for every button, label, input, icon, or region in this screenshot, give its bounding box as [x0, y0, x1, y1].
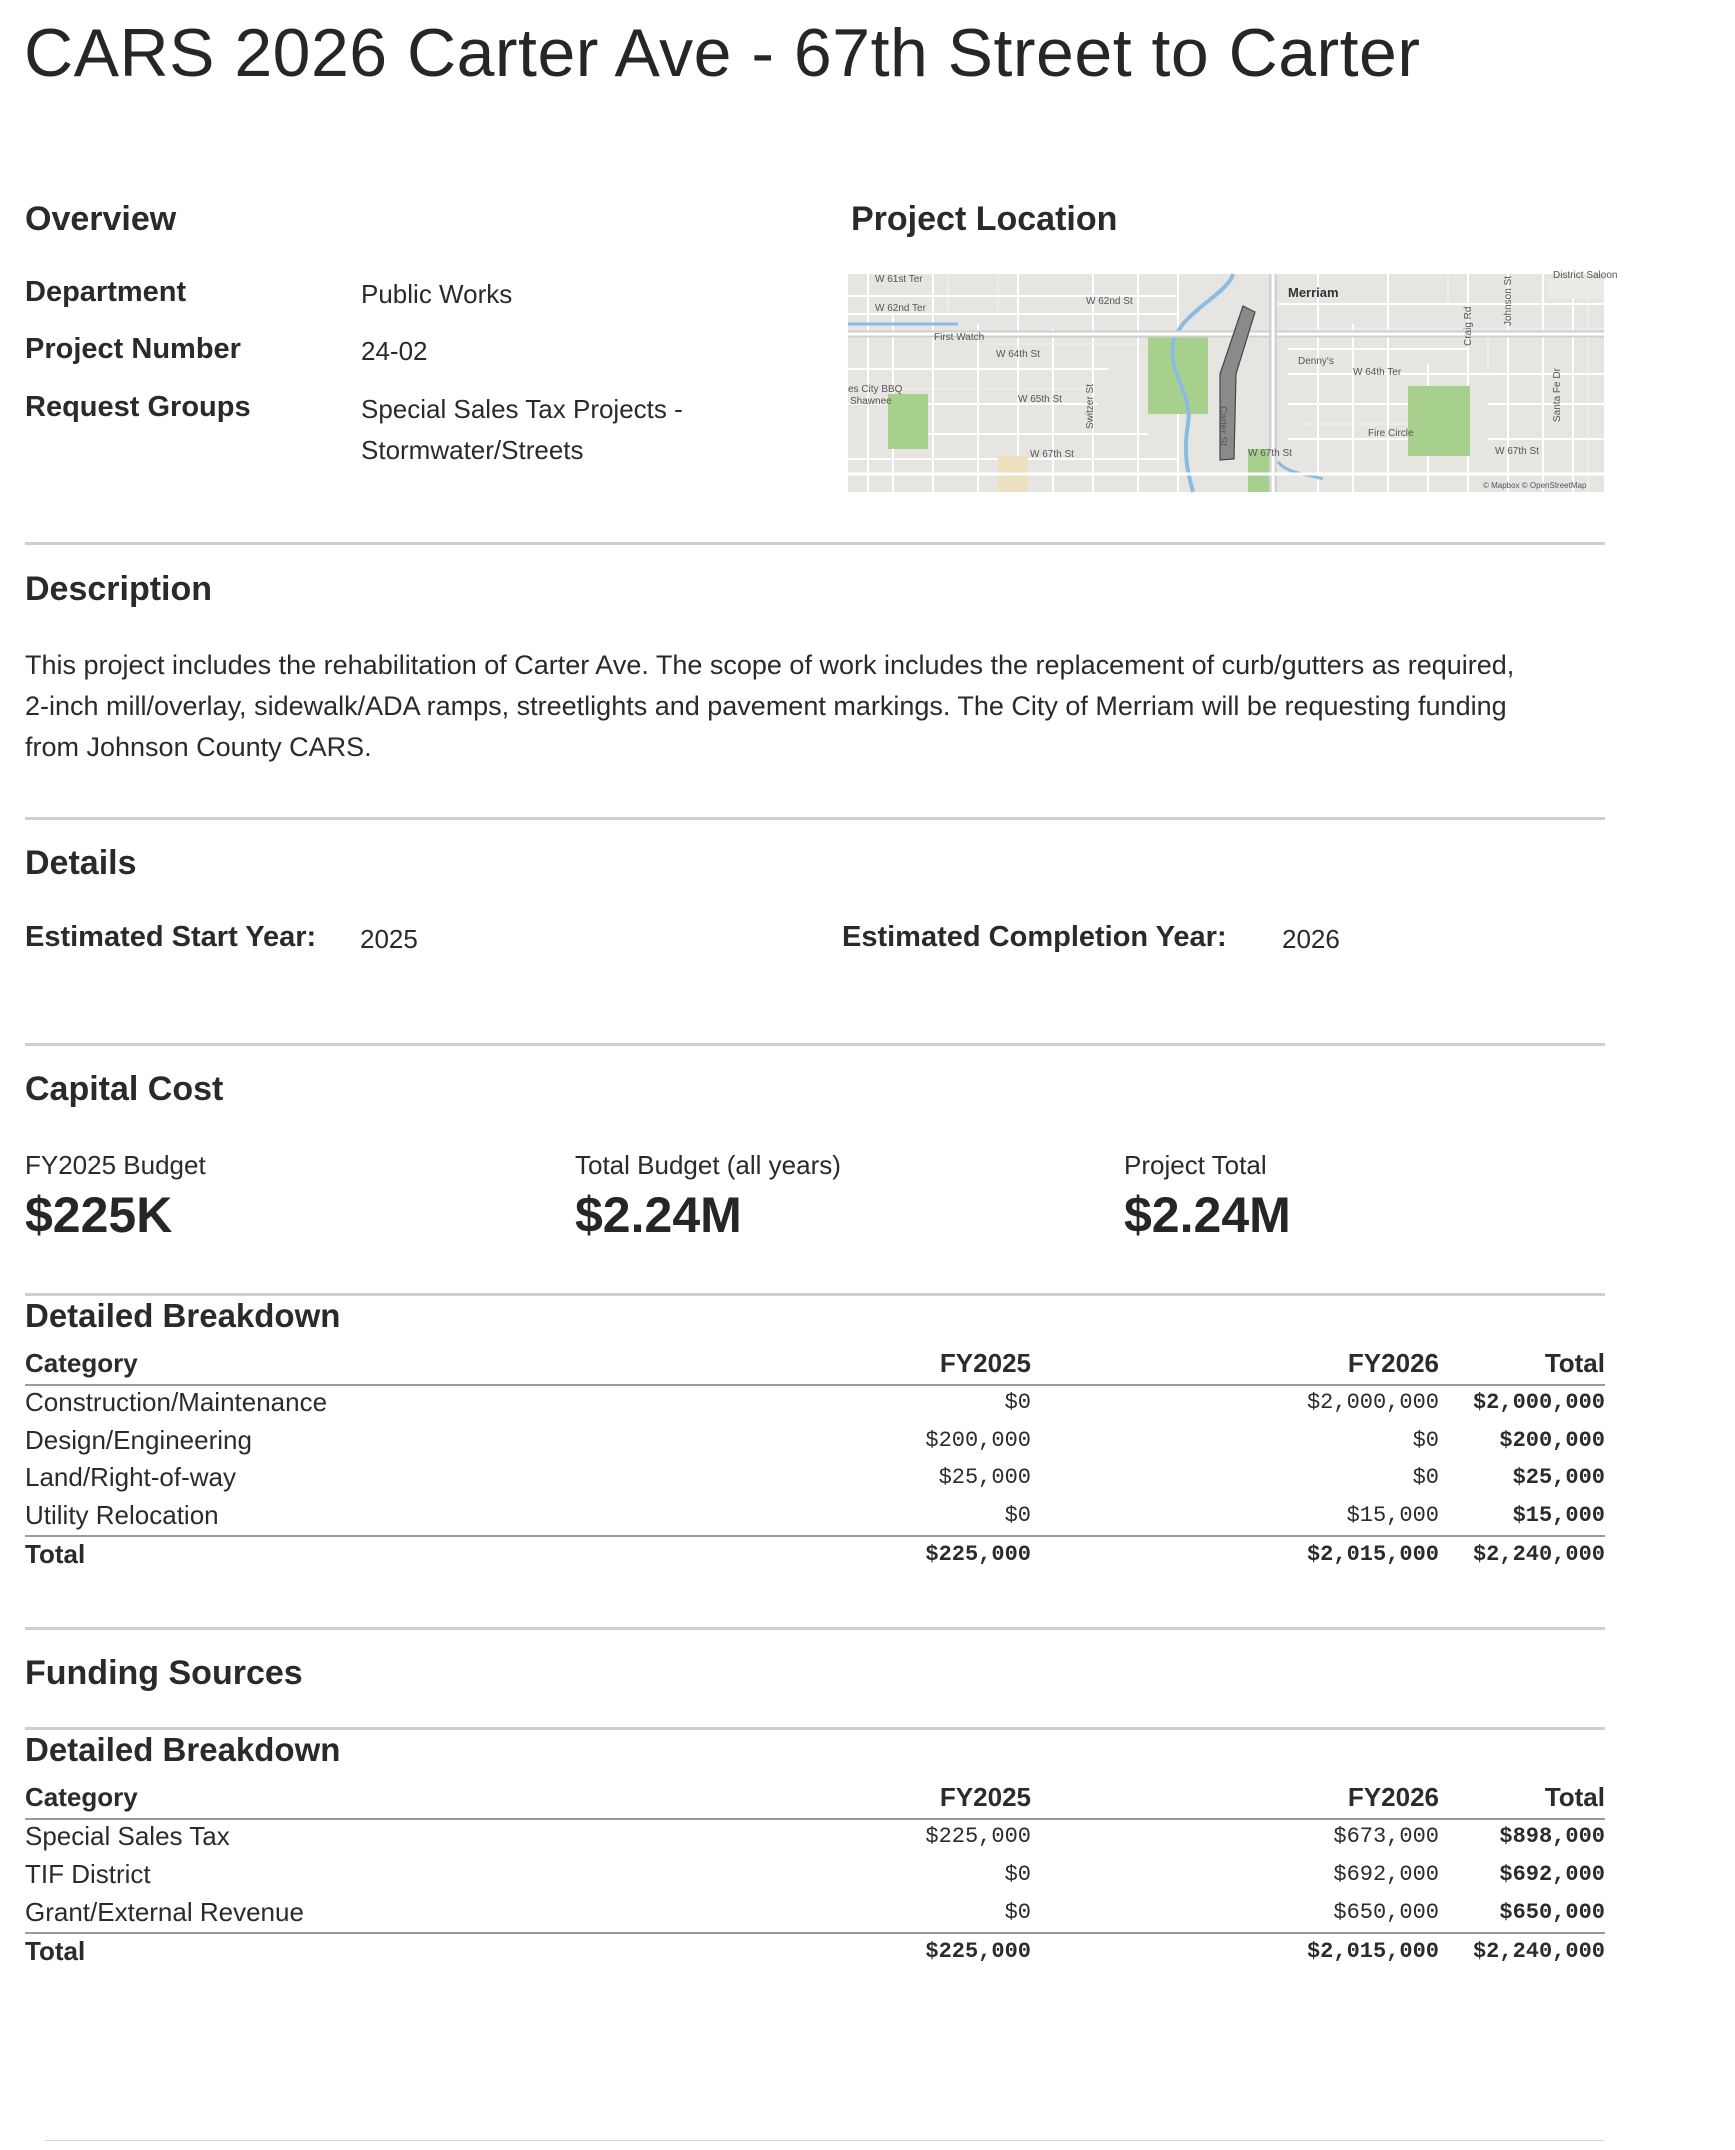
table-total-row	[25, 1932, 1605, 1971]
map-label-w61st: W 61st Ter	[875, 274, 923, 285]
description-line3: from Johnson County CARS.	[25, 732, 372, 762]
table-row	[25, 1821, 1605, 1858]
overview-heading: Overview	[25, 200, 177, 238]
row-fy2026: $673,000	[1333, 1824, 1439, 1849]
cost-table-header	[25, 1344, 1605, 1386]
row-fy2025: $0	[1004, 1900, 1031, 1925]
total-budget-label: Total Budget (all years)	[575, 1150, 841, 1180]
divider	[25, 542, 1605, 545]
map-label-w67th-b: W 67th St	[1248, 448, 1292, 459]
map-label-switzer: Switzer St	[1085, 383, 1096, 429]
request-groups-value-line2: Stormwater/Streets	[361, 435, 584, 465]
row-category: Land/Right-of-way	[25, 1462, 236, 1492]
footer-divider	[45, 2140, 1605, 2141]
map-label-w62nd-st: W 62nd St	[1086, 296, 1133, 307]
map-label-craig: Craig Rd	[1463, 306, 1474, 346]
description-line2: 2-inch mill/overlay, sidewalk/ADA ramps, streetlights and pavement markings. The City of Merriam will be requesting funding	[25, 691, 1507, 721]
table-row	[25, 1387, 1605, 1424]
column-header-fy2025: FY2025	[939, 1782, 1031, 1812]
project-location-map[interactable]	[848, 270, 1618, 492]
map-label-shawnee: Shawnee	[850, 396, 892, 407]
divider	[25, 817, 1605, 820]
request-groups-value-line1: Special Sales Tax Projects -	[361, 394, 683, 424]
row-fy2025: $0	[1004, 1503, 1031, 1528]
map-label-city-bbq: es City BBQ	[848, 384, 903, 395]
column-header-category: Category	[25, 1348, 138, 1378]
total-row-total: $2,240,000	[1472, 1542, 1605, 1567]
total-budget-value: $2.24M	[575, 1187, 742, 1243]
row-fy2025: $25,000	[938, 1465, 1031, 1490]
map-label-dennys: Denny's	[1298, 356, 1334, 367]
map-label-carter: Carter St	[1217, 406, 1228, 447]
project-total-value: $2.24M	[1124, 1187, 1291, 1243]
row-category: Utility Relocation	[25, 1500, 219, 1530]
project-location-heading: Project Location	[851, 200, 1118, 238]
page-title: CARS 2026 Carter Ave - 67th Street to Carter	[24, 15, 1421, 91]
description-heading: Description	[25, 570, 213, 608]
map-attribution: © Mapbox © OpenStreetMap	[1483, 481, 1587, 490]
fy-budget-value: $225K	[25, 1187, 173, 1243]
divider	[25, 1727, 1605, 1730]
map-label-merriam: Merriam	[1288, 285, 1339, 300]
map-label-district: District Saloon	[1553, 270, 1618, 281]
total-row-label: Total	[25, 1936, 86, 1966]
divider	[25, 1293, 1605, 1296]
row-fy2026: $0	[1412, 1465, 1439, 1490]
department-label: Department	[25, 276, 187, 308]
row-fy2025: $0	[1004, 1862, 1031, 1887]
map-label-johnson: Johnson St	[1503, 275, 1514, 326]
map-label-w62nd-ter: W 62nd Ter	[875, 303, 926, 314]
row-fy2026: $0	[1412, 1428, 1439, 1453]
start-year-label: Estimated Start Year:	[25, 921, 317, 953]
map-label-santa-fe: Santa Fe Dr	[1552, 368, 1563, 422]
map-label-w65th: W 65th St	[1018, 394, 1062, 405]
funding-table-header	[25, 1778, 1605, 1820]
column-header-total: Total	[1544, 1348, 1605, 1378]
total-row-fy2026: $2,015,000	[1306, 1542, 1439, 1567]
column-header-fy2026: FY2026	[1347, 1782, 1439, 1812]
description-line1: This project includes the rehabilitation of Carter Ave. The scope of work includes the replacement of curb/gutters as required,	[25, 650, 1515, 680]
row-fy2026: $650,000	[1333, 1900, 1439, 1925]
details-heading: Details	[25, 844, 137, 882]
row-category: Construction/Maintenance	[25, 1387, 328, 1417]
project-number-label: Project Number	[25, 333, 241, 365]
row-fy2026: $692,000	[1333, 1862, 1439, 1887]
column-header-fy2025: FY2025	[939, 1348, 1031, 1378]
row-total: $25,000	[1512, 1465, 1605, 1490]
total-row-label: Total	[25, 1539, 86, 1569]
divider	[25, 1043, 1605, 1046]
row-total: $898,000	[1499, 1824, 1605, 1849]
map-label-fire-circle: Fire Circle	[1368, 428, 1414, 439]
row-fy2025: $200,000	[925, 1428, 1031, 1453]
row-fy2025: $225,000	[925, 1824, 1031, 1849]
project-number-value: 24-02	[361, 336, 428, 366]
row-category: Design/Engineering	[25, 1425, 252, 1455]
row-total: $692,000	[1499, 1862, 1605, 1887]
table-row	[25, 1425, 1605, 1462]
map-label-first-watch: First Watch	[934, 332, 985, 343]
funding-breakdown-title: Detailed Breakdown	[25, 1731, 341, 1768]
table-row	[25, 1500, 1605, 1537]
table-row	[25, 1897, 1605, 1934]
total-row-fy2025: $225,000	[925, 1542, 1031, 1567]
row-category: TIF District	[25, 1859, 151, 1889]
row-category: Grant/External Revenue	[25, 1897, 304, 1927]
total-row-total: $2,240,000	[1472, 1939, 1605, 1964]
column-header-category: Category	[25, 1782, 138, 1812]
table-row	[25, 1859, 1605, 1896]
map-label-w67th-c: W 67th St	[1495, 446, 1539, 457]
project-total-label: Project Total	[1124, 1150, 1267, 1180]
row-fy2026: $2,000,000	[1306, 1390, 1439, 1415]
cost-breakdown-title: Detailed Breakdown	[25, 1297, 341, 1334]
divider	[25, 1627, 1605, 1630]
row-total: $650,000	[1499, 1900, 1605, 1925]
map-label-w64th-st: W 64th St	[996, 349, 1040, 360]
map-label-w67th-a: W 67th St	[1030, 449, 1074, 460]
fy-budget-label: FY2025 Budget	[25, 1150, 206, 1180]
column-header-fy2026: FY2026	[1347, 1348, 1439, 1378]
start-year-value: 2025	[360, 924, 418, 954]
completion-year-value: 2026	[1282, 924, 1340, 954]
table-total-row	[25, 1535, 1605, 1574]
row-total: $200,000	[1499, 1428, 1605, 1453]
row-total: $15,000	[1512, 1503, 1605, 1528]
row-fy2026: $15,000	[1346, 1503, 1439, 1528]
total-row-fy2025: $225,000	[925, 1939, 1031, 1964]
row-fy2025: $0	[1004, 1390, 1031, 1415]
total-row-fy2026: $2,015,000	[1306, 1939, 1439, 1964]
column-header-total: Total	[1544, 1782, 1605, 1812]
table-row	[25, 1462, 1605, 1499]
completion-year-label: Estimated Completion Year:	[842, 921, 1227, 953]
department-value: Public Works	[361, 279, 513, 309]
row-category: Special Sales Tax	[25, 1821, 230, 1851]
request-groups-label: Request Groups	[25, 391, 251, 423]
row-total: $2,000,000	[1472, 1390, 1605, 1415]
funding-sources-heading: Funding Sources	[25, 1654, 303, 1692]
map-label-w64th-ter: W 64th Ter	[1353, 367, 1402, 378]
capital-cost-heading: Capital Cost	[25, 1070, 224, 1108]
